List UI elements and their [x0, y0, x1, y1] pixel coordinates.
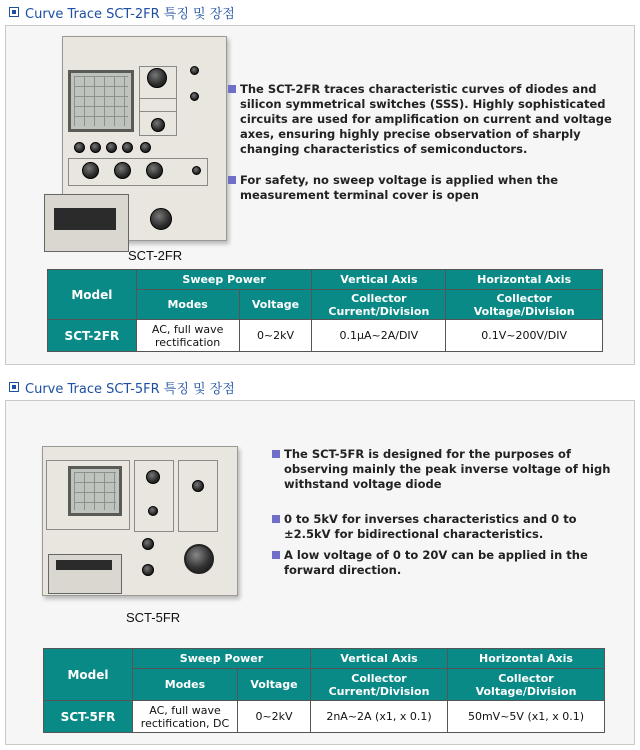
voltage-header: Voltage: [239, 290, 312, 320]
square-bullet-icon: [272, 450, 280, 458]
feature-item: A low voltage of 0 to 20V can be applied in the forward direction.: [272, 548, 622, 578]
feature-item: For safety, no sweep voltage is applied when the measurement terminal cover is open: [228, 173, 628, 203]
model-cell: SCT-2FR: [48, 320, 137, 352]
vertical-axis-header: Vertical Axis: [311, 649, 448, 669]
feature-list: [272, 447, 622, 588]
horizontal-axis-header: Horizontal Axis: [448, 649, 605, 669]
feature-item: 0 to 5kV for inverses characteristics and 0 to ±2.5kV for bidirectional characteristics.: [272, 512, 622, 542]
device-caption: SCT-5FR: [126, 610, 181, 625]
product-image-sct2fr: [44, 36, 234, 266]
product-image-sct5fr: [42, 446, 242, 606]
collector-voltage-header: Collector Voltage/Division: [448, 669, 605, 701]
vertical-axis-header: Vertical Axis: [312, 270, 446, 290]
modes-cell: AC, full wave rectification, DC: [133, 701, 238, 733]
table-row: [44, 701, 605, 733]
modes-cell: AC, full wave rectification: [136, 320, 239, 352]
horizontal-axis-header: Horizontal Axis: [446, 270, 603, 290]
product-panel-sct2fr: [5, 25, 635, 365]
device-caption: SCT-2FR: [128, 248, 183, 263]
model-cell: SCT-5FR: [44, 701, 133, 733]
square-bullet-icon: [272, 515, 280, 523]
feature-item: The SCT-2FR traces characteristic curves of diodes and silicon symmetrical switches (SSS). Highly sophisticated circuits are used for amplification on current and voltage axes, ensuring highly precise observation of sharply changing characteristics of semiconductors.: [228, 82, 628, 157]
horizontal-cell: 0.1V~200V/DIV: [446, 320, 603, 352]
horizontal-cell: 50mV~5V (x1, x 0.1): [448, 701, 605, 733]
section-title-text: Curve Trace SCT-5FR 특징 및 장점: [25, 381, 235, 397]
square-bullet-icon: [228, 85, 236, 93]
product-panel-sct5fr: [5, 400, 635, 745]
voltage-cell: 0~2kV: [239, 320, 312, 352]
square-bullet-icon: [272, 551, 280, 559]
section-title-text: Curve Trace SCT-2FR 특징 및 장점: [25, 6, 235, 22]
collector-current-header: Collector Current/Division: [312, 290, 446, 320]
table-row: [48, 320, 603, 352]
model-header: Model: [44, 649, 133, 701]
sweep-power-header: Sweep Power: [136, 270, 312, 290]
voltage-header: Voltage: [238, 669, 311, 701]
model-header: Model: [48, 270, 137, 320]
spec-table-sct2fr: [47, 269, 603, 352]
collector-current-header: Collector Current/Division: [311, 669, 448, 701]
vertical-cell: 0.1μA~2A/DIV: [312, 320, 446, 352]
voltage-cell: 0~2kV: [238, 701, 311, 733]
modes-header: Modes: [133, 669, 238, 701]
sweep-power-header: Sweep Power: [133, 649, 311, 669]
section-title-sct5fr: [9, 378, 235, 396]
square-bullet-icon: [9, 7, 19, 17]
feature-item: The SCT-5FR is designed for the purposes of observing mainly the peak inverse voltage of high withstand voltage diode: [272, 447, 622, 492]
vertical-cell: 2nA~2A (x1, x 0.1): [311, 701, 448, 733]
spec-table-sct5fr: [43, 648, 605, 733]
modes-header: Modes: [136, 290, 239, 320]
collector-voltage-header: Collector Voltage/Division: [446, 290, 603, 320]
section-title-sct2fr: [9, 3, 235, 21]
square-bullet-icon: [228, 176, 236, 184]
feature-list: [228, 82, 628, 213]
square-bullet-icon: [9, 382, 19, 392]
